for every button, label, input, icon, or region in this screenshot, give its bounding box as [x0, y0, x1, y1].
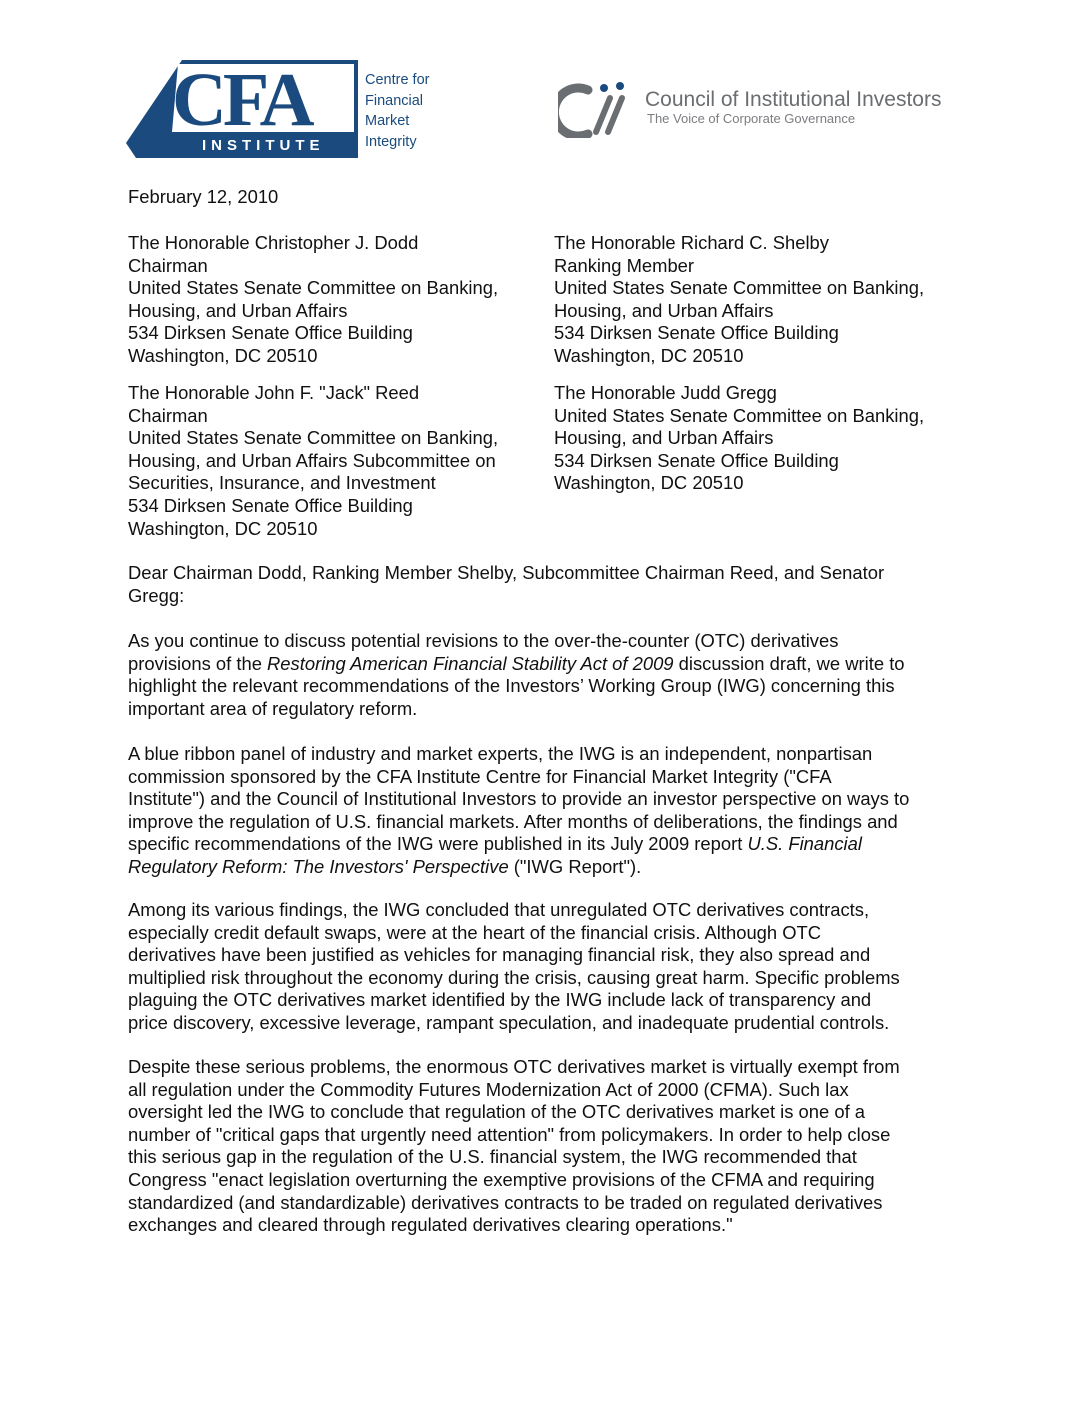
addressee-block-dodd [128, 232, 548, 368]
address-line: United States Senate Committee on Banking, [554, 404, 925, 426]
cfa-subtitle-line: Centre for [365, 72, 430, 88]
letter-date: February 12, 2010 [128, 186, 279, 207]
paragraph-line: standardized (and standardizable) derivatives contracts to be traded on regulated derivatives [128, 1191, 883, 1213]
addressee-block-gregg [554, 382, 974, 495]
cfa-subtitle-line: Market [365, 113, 410, 129]
address-line: Housing, and Urban Affairs [128, 299, 348, 321]
address-line: 534 Dirksen Senate Office Building [554, 322, 839, 344]
paragraph-line: price discovery, excessive leverage, rampant speculation, and inadequate prudential controls. [128, 1011, 890, 1033]
addressee-block-reed [128, 382, 548, 540]
cii-logo-name: Council of Institutional Investors [645, 88, 942, 111]
paragraph-line: Among its various findings, the IWG concluded that unregulated OTC derivatives contracts, [128, 899, 870, 920]
paragraph-line: As you continue to discuss potential revisions to the over-the-counter (OTC) derivatives [128, 630, 839, 651]
paragraph-line: exchanges and cleared through regulated derivatives clearing operations." [128, 1214, 733, 1236]
salutation [128, 562, 968, 607]
paragraph-line [128, 653, 968, 676]
address-line: United States Senate Committee on Banking, [554, 277, 925, 299]
paragraph-2 [128, 743, 968, 879]
paragraph-line: commission sponsored by the CFA Institute Centre for Financial Market Integrity ("CFA [128, 765, 832, 787]
address-line: Housing, and Urban Affairs [554, 299, 774, 321]
paragraph-1 [128, 630, 968, 720]
paragraph-line: improve the regulation of U.S. financial markets. After months of deliberations, the findings and [128, 810, 898, 832]
cii-logo [558, 80, 958, 140]
paragraph-line: A blue ribbon panel of industry and market experts, the IWG is an independent, nonpartisan [128, 743, 873, 764]
cfa-logo-subtitle [365, 70, 475, 152]
paragraph-line: important area of regulatory reform. [128, 697, 418, 719]
address-line: Chairman [128, 404, 208, 426]
paragraph-line: all regulation under the Commodity Futures Modernization Act of 2000 (CFMA). Such lax [128, 1078, 849, 1100]
text-run: ("IWG Report"). [508, 855, 642, 877]
paragraph-line [128, 856, 968, 879]
report-title: U.S. Financial [747, 833, 862, 855]
address-line: Housing, and Urban Affairs Subcommittee on [128, 449, 496, 471]
text-run: discussion draft, we write to [673, 652, 905, 674]
address-line: Securities, Insurance, and Investment [128, 472, 436, 494]
addressee-block-shelby [554, 232, 974, 368]
address-line: The Honorable Judd Gregg [554, 382, 777, 403]
cfa-logo-divider [355, 66, 357, 156]
salutation-line: Dear Chairman Dodd, Ranking Member Shelby, Subcommittee Chairman Reed, and Senator [128, 562, 885, 583]
text-run: provisions of the [128, 652, 268, 674]
paragraph-line: Despite these serious problems, the enormous OTC derivatives market is virtually exempt from [128, 1056, 900, 1077]
address-line: Washington, DC 20510 [554, 344, 744, 366]
salutation-line: Gregg: [128, 584, 185, 606]
paragraph-line: this serious gap in the regulation of the U.S. financial system, the IWG recommended that [128, 1146, 857, 1168]
paragraph-line: oversight led the IWG to conclude that regulation of the OTC derivatives market is one of a [128, 1101, 866, 1123]
paragraph-line [128, 833, 968, 856]
paragraph-line: multiplied risk throughout the economy during the crisis, causing great harm. Specific problems [128, 966, 900, 988]
paragraph-line: Institute") and the Council of Institutional Investors to provide an investor perspective on ways to [128, 788, 910, 810]
address-line: 534 Dirksen Senate Office Building [554, 449, 839, 471]
cfa-subtitle-line: Financial [365, 92, 424, 109]
address-line: The Honorable Christopher J. Dodd [128, 232, 419, 253]
cfa-institute-logo [126, 60, 456, 160]
address-line: 534 Dirksen Senate Office Building [128, 494, 413, 516]
address-line: Housing, and Urban Affairs [554, 427, 774, 449]
address-line: The Honorable Richard C. Shelby [554, 232, 829, 253]
address-line: Washington, DC 20510 [128, 517, 318, 539]
address-line: Ranking Member [554, 254, 695, 276]
cfa-logo-institute: INSTITUTE [202, 137, 325, 154]
cii-logo-mark-icon [558, 80, 638, 138]
address-line: Washington, DC 20510 [554, 472, 744, 494]
address-line: United States Senate Committee on Banking, [128, 427, 499, 449]
paragraph-line: highlight the relevant recommendations of the Investors’ Working Group (IWG) concerning this [128, 675, 895, 697]
cfa-logo-letters: CFA [172, 58, 311, 142]
paragraph-line: derivatives have been justified as vehicles for managing financial risk, they also spread and [128, 944, 871, 966]
address-line: Chairman [128, 254, 208, 276]
paragraph-line: plaguing the OTC derivatives market identified by the IWG include lack of transparency and [128, 989, 872, 1011]
address-line: 534 Dirksen Senate Office Building [128, 322, 413, 344]
address-line: The Honorable John F. "Jack" Reed [128, 382, 420, 403]
paragraph-line: number of "critical gaps that urgently need attention" from policymakers. In order to help close [128, 1123, 891, 1145]
paragraph-4 [128, 1056, 968, 1237]
address-line: Washington, DC 20510 [128, 344, 318, 366]
act-title: Restoring American Financial Stability Act of 2009 [267, 652, 674, 674]
cfa-subtitle-line: Integrity [365, 133, 417, 150]
text-run: specific recommendations of the IWG were published in its July 2009 report [128, 833, 748, 855]
report-title: Regulatory Reform: The Investors' Perspective [128, 855, 509, 877]
address-line: United States Senate Committee on Banking, [128, 277, 499, 299]
cii-logo-tagline: The Voice of Corporate Governance [647, 111, 856, 126]
paragraph-3 [128, 899, 968, 1035]
paragraph-line: Congress "enact legislation overturning the exemptive provisions of the CFMA and requiring [128, 1168, 875, 1190]
paragraph-line: especially credit default swaps, were at the heart of the financial crisis. Although OTC [128, 921, 822, 943]
